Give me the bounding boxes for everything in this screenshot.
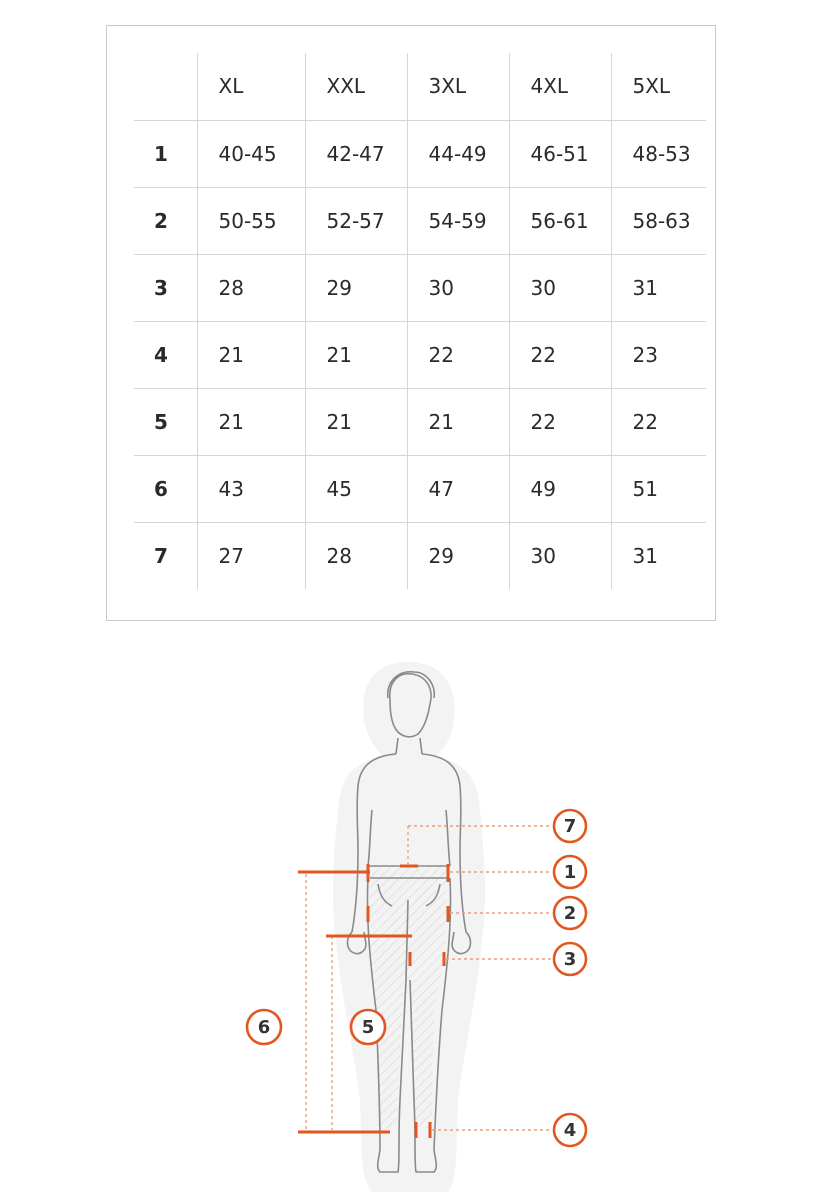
- table-cell: 40-45: [197, 120, 305, 187]
- table-row: [134, 522, 706, 589]
- svg-text:1: 1: [563, 862, 577, 883]
- header-cell-xxl: XXL: [305, 53, 407, 120]
- table-cell: 31: [632, 543, 658, 568]
- table-cell: 28: [197, 254, 305, 321]
- table-cell: 51: [611, 455, 706, 522]
- table-row: [134, 455, 706, 522]
- table-cell: 30: [509, 254, 611, 321]
- table-cell: 48-53: [611, 120, 706, 187]
- table-cell: 21: [407, 388, 509, 455]
- row-label: 1: [134, 120, 197, 187]
- svg-text:4: 4: [563, 1120, 577, 1141]
- marker-1-icon: [554, 856, 586, 888]
- svg-text:5: 5: [361, 1017, 375, 1038]
- size-chart-table: [134, 53, 706, 589]
- table-cell: 21: [197, 388, 305, 455]
- table-row: [134, 187, 706, 254]
- table-row: [134, 120, 706, 187]
- table-cell: 44-49: [407, 120, 509, 187]
- table-cell: 22: [509, 388, 611, 455]
- table-cell: 28: [305, 522, 407, 589]
- header-row: [134, 53, 706, 120]
- table-cell: 58-63: [611, 187, 706, 254]
- table-cell: 23: [611, 321, 706, 388]
- table-cell: 22: [611, 388, 706, 455]
- table-cell: 22: [509, 321, 611, 388]
- table-cell: 29: [407, 522, 509, 589]
- row-label: 6: [134, 455, 197, 522]
- table-row: [134, 254, 706, 321]
- measurement-diagram: [0, 640, 837, 1200]
- table-row: [134, 388, 706, 455]
- marker-5-icon: [351, 1010, 385, 1044]
- table-cell: 21: [305, 321, 407, 388]
- marker-7-icon: [554, 810, 586, 842]
- svg-text:2: 2: [563, 903, 577, 924]
- table-cell: 56-61: [509, 187, 611, 254]
- header-cell-4xl: 4XL: [509, 53, 611, 120]
- table-cell: 46-51: [509, 120, 611, 187]
- table-cell: 54-59: [407, 187, 509, 254]
- svg-text:6: 6: [257, 1017, 271, 1038]
- header-cell-3xl: 3XL: [407, 53, 509, 120]
- marker-6-icon: [247, 1010, 281, 1044]
- marker-4-icon: [554, 1114, 586, 1146]
- size-chart-card: [106, 25, 716, 621]
- table-cell: 30: [509, 522, 611, 589]
- row-label: 2: [134, 187, 197, 254]
- table-cell: 49: [509, 455, 611, 522]
- table-cell: 21: [305, 388, 407, 455]
- table-cell: 30: [407, 254, 509, 321]
- marker-3-icon: [554, 943, 586, 975]
- table-cell: 21: [197, 321, 305, 388]
- header-cell-empty: [134, 53, 197, 120]
- row-label: 5: [134, 388, 197, 455]
- table-cell: 22: [407, 321, 509, 388]
- svg-text:3: 3: [563, 949, 577, 970]
- marker-2-icon: [554, 897, 586, 929]
- table-cell: 50-55: [197, 187, 305, 254]
- table-cell: 42-47: [305, 120, 407, 187]
- row-label: 4: [134, 321, 197, 388]
- table-cell: 43: [197, 455, 305, 522]
- table-row: [134, 321, 706, 388]
- table-cell: 27: [197, 522, 305, 589]
- svg-text:7: 7: [563, 816, 577, 837]
- table-cell: 29: [305, 254, 407, 321]
- table-cell: 31: [611, 254, 706, 321]
- table-cell: 45: [305, 455, 407, 522]
- table-cell: 47: [407, 455, 509, 522]
- row-label: 3: [134, 254, 197, 321]
- table-cell: 52-57: [305, 187, 407, 254]
- header-cell-5xl: 5XL: [611, 53, 706, 120]
- header-cell-xl: XL: [197, 53, 305, 120]
- row-label: 7: [134, 522, 197, 589]
